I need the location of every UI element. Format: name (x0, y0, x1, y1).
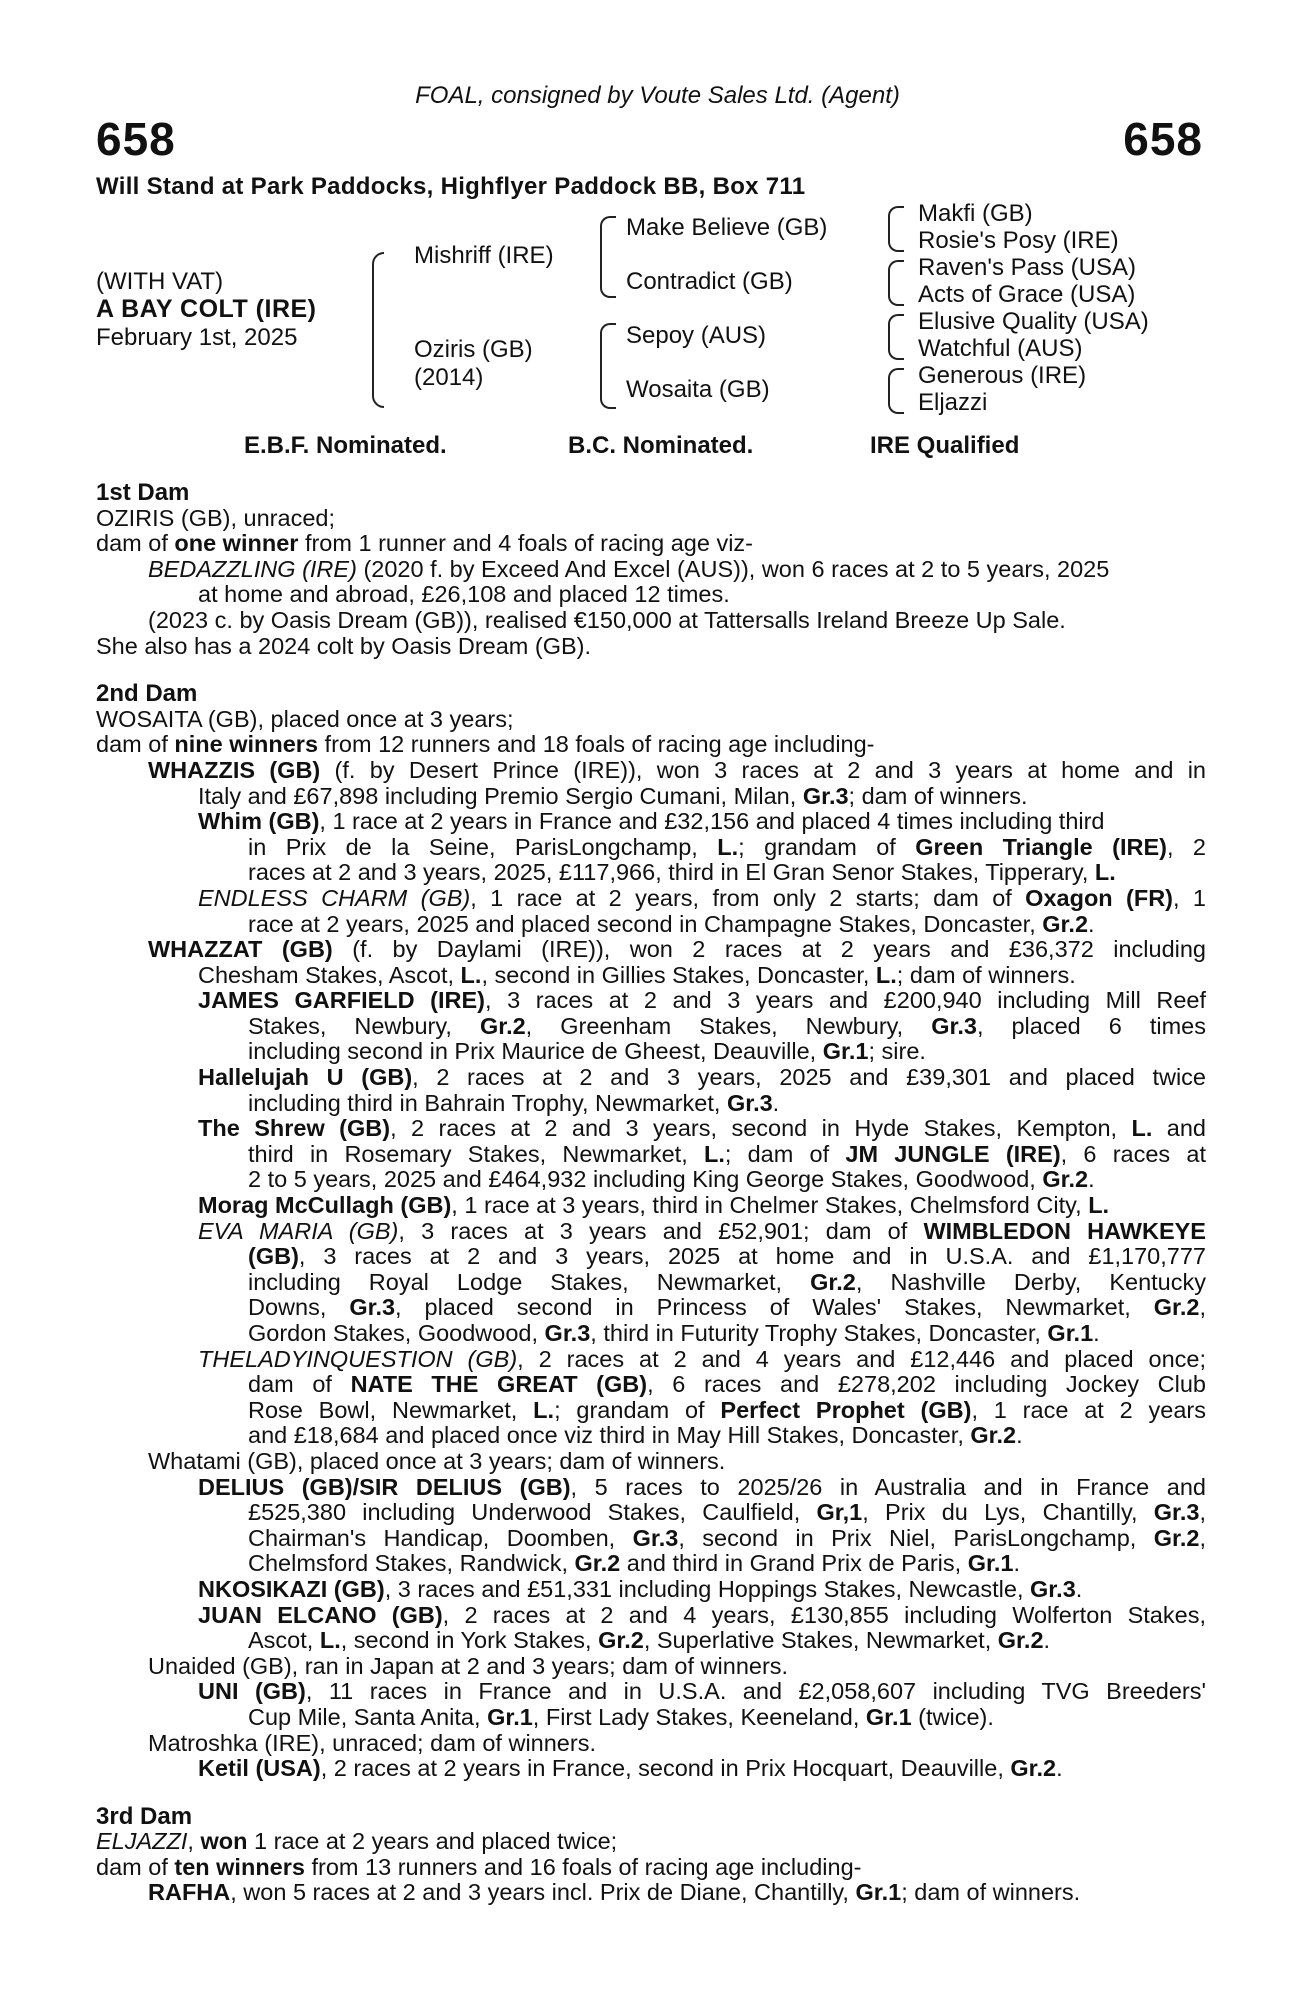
produce-entry: RAFHA, won 5 races at 2 and 3 years incl. Prix de Diane, Chantilly, Gr.1; dam of winners. (148, 1879, 1081, 1906)
produce-entry: Morag McCullagh (GB), 1 race at 3 years, third in Chelmer Stakes, Chelmsford City, L. (198, 1192, 1110, 1219)
g3-ancestor-4: Acts of Grace (USA) (918, 281, 1136, 308)
produce-entry: Hallelujah U (GB), 2 races at 2 and 3 years, 2025 and £39,301 and placed twice (198, 1064, 1206, 1091)
produce-entry: Whim (GB), 1 race at 2 years in France and £32,156 and placed 4 times including third (198, 808, 1105, 835)
text-line: 2 to 5 years, 2025 and £464,932 including King George Stakes, Goodwood, Gr.2. (248, 1166, 1095, 1193)
produce-entry: DELIUS (GB)/SIR DELIUS (GB), 5 races to 2025/26 in Australia and in France and (198, 1473, 1206, 1500)
text-line: Chesham Stakes, Ascot, L., second in Gillies Stakes, Doncaster, L.; dam of winners. (198, 961, 1076, 988)
text-line: dam of NATE THE GREAT (GB), 6 races and £278,202 including Jockey Club (248, 1371, 1206, 1398)
text-line: dam of nine winners from 12 runners and 18 foals of racing age including- (96, 731, 875, 758)
produce-entry: Matroshka (IRE), unraced; dam of winners. (148, 1729, 596, 1756)
sire-dam: Contradict (GB) (626, 268, 793, 295)
produce-entry: ENDLESS CHARM (GB), 1 race at 2 years, from only 2 starts; dam of Oxagon (FR), 1 (198, 884, 1206, 911)
g3-bracket-3 (888, 314, 904, 360)
g3-ancestor-3: Raven's Pass (USA) (918, 254, 1136, 281)
first-dam-heading: 1st Dam (96, 479, 190, 506)
horse-dob: February 1st, 2025 (96, 324, 298, 351)
sire-bracket (600, 216, 616, 298)
produce-entry: EVA MARIA (GB), 3 races at 3 years and £52,901; dam of WIMBLEDON HAWKEYE (198, 1217, 1206, 1244)
produce-entry: WHAZZIS (GB) (f. by Desert Prince (IRE)), won 3 races at 2 and 3 years at home and in (148, 756, 1206, 783)
text-line: Gordon Stakes, Goodwood, Gr.3, third in Futurity Trophy Stakes, Doncaster, Gr.1. (248, 1320, 1100, 1346)
text-line: third in Rosemary Stakes, Newmarket, L.; dam of JM JUNGLE (IRE), 6 races at (248, 1140, 1206, 1167)
vat-note: (WITH VAT) (96, 268, 224, 295)
text-line: dam of ten winners from 13 runners and 16 foals of racing age including- (96, 1853, 862, 1880)
produce-entry: THELADYINQUESTION (GB), 2 races at 2 and 4 years and £12,446 and placed once; (198, 1345, 1206, 1372)
produce-entry: Ketil (USA), 2 races at 2 years in France, second in Prix Hocquart, Deauville, Gr.2. (198, 1755, 1063, 1782)
produce-entry: JUAN ELCANO (GB), 2 races at 2 and 4 years, £130,855 including Wolferton Stakes, (198, 1601, 1206, 1628)
g3-ancestor-7: Generous (IRE) (918, 362, 1087, 389)
g3-bracket-1 (888, 206, 904, 252)
text-line: Ascot, L., second in York Stakes, Gr.2, Superlative Stakes, Newmarket, Gr.2. (248, 1627, 1051, 1654)
g3-bracket-2 (888, 260, 904, 306)
text-line: Rose Bowl, Newmarket, L.; grandam of Perfect Prophet (GB), 1 race at 2 years (248, 1396, 1207, 1423)
horse-name: A BAY COLT (IRE) (96, 295, 317, 323)
text-line: ELJAZZI, won 1 race at 2 years and placed twice; (96, 1828, 618, 1855)
produce-entry: The Shrew (GB), 2 races at 2 and 3 years, second in Hyde Stakes, Kempton, L. and (198, 1115, 1206, 1142)
dam: Oziris (GB) (414, 336, 533, 363)
third-dam-heading: 3rd Dam (96, 1802, 193, 1830)
lot-number-left: 658 (96, 113, 176, 165)
g3-ancestor-2: Rosie's Posy (IRE) (918, 227, 1119, 254)
dam-sire: Sepoy (AUS) (626, 322, 767, 349)
text-line: Stakes, Newbury, Gr.2, Greenham Stakes, Newbury, Gr.3, placed 6 times (248, 1012, 1206, 1039)
dam-bracket (600, 323, 616, 409)
g3-bracket-4 (888, 368, 904, 414)
catalogue-body (96, 480, 1206, 1906)
text-line: including second in Prix Maurice de Gheest, Deauville, Gr.1; sire. (248, 1038, 926, 1065)
text-line: dam of one winner from 1 runner and 4 foals of racing age viz- (96, 530, 753, 557)
text-line: OZIRIS (GB), unraced; (96, 504, 335, 531)
bc-nominated: B.C. Nominated. (568, 432, 754, 459)
text-line: in Prix de la Seine, ParisLongchamp, L.; grandam of Green Triangle (IRE), 2 (248, 833, 1206, 860)
text-line: at home and abroad, £26,108 and placed 12 times. (198, 581, 730, 608)
text-line: including Royal Lodge Stakes, Newmarket, Gr.2, Nashville Derby, Kentucky (248, 1268, 1207, 1295)
text-line: Cup Mile, Santa Anita, Gr.1, First Lady Stakes, Keeneland, Gr.1 (twice). (248, 1703, 994, 1730)
text-line: including third in Bahrain Trophy, Newmarket, Gr.3. (248, 1089, 780, 1116)
g3-ancestor-6: Watchful (AUS) (918, 335, 1083, 362)
ebf-nominated: E.B.F. Nominated. (244, 432, 447, 459)
produce-entry: JAMES GARFIELD (IRE), 3 races at 2 and 3 years and £200,940 including Mill Reef (198, 987, 1206, 1014)
produce-entry: WHAZZAT (GB) (f. by Daylami (IRE)), won 2 races at 2 years and £36,372 including (148, 936, 1206, 963)
produce-entry: Unaided (GB), ran in Japan at 2 and 3 years; dam of winners. (148, 1652, 789, 1679)
produce-entry: Whatami (GB), placed once at 3 years; dam of winners. (148, 1447, 726, 1474)
dam-dam: Wosaita (GB) (626, 376, 770, 403)
g3-ancestor-1: Makfi (GB) (918, 200, 1033, 227)
text-line: races at 2 and 3 years, 2025, £117,966, third in El Gran Senor Stakes, Tipperary, L. (248, 859, 1116, 886)
consignor-line: FOAL, consigned by Voute Sales Ltd. (Agent) (415, 82, 900, 109)
produce-entry: (2023 c. by Oasis Dream (GB)), realised €150,000 at Tattersalls Ireland Breeze Up Sale. (148, 606, 1066, 633)
g3-ancestor-8: Eljazzi (918, 389, 988, 416)
text-line: Downs, Gr.3, placed second in Princess of Wales' Stakes, Newmarket, Gr.2, (248, 1294, 1206, 1321)
text-line: She also has a 2024 colt by Oasis Dream (GB). (96, 632, 592, 659)
text-line: Chelmsford Stakes, Randwick, Gr.2 and third in Grand Prix de Paris, Gr.1. (248, 1550, 1020, 1577)
lot-number-right: 658 (1123, 113, 1203, 165)
text-line: and £18,684 and placed once viz third in May Hill Stakes, Doncaster, Gr.2. (248, 1422, 1023, 1449)
text-line: £525,380 including Underwood Stakes, Caulfield, Gr,1, Prix du Lys, Chantilly, Gr.3, (248, 1499, 1206, 1526)
produce-entry: NKOSIKAZI (GB), 3 races and £51,331 including Hoppings Stakes, Newcastle, Gr.3. (198, 1575, 1083, 1602)
g3-ancestor-5: Elusive Quality (USA) (918, 308, 1149, 335)
produce-entry: UNI (GB), 11 races in France and in U.S.A. and £2,058,607 including TVG Breeders' (198, 1678, 1206, 1705)
second-dam-heading: 2nd Dam (96, 680, 198, 708)
text-line: WOSAITA (GB), placed once at 3 years; (96, 705, 514, 732)
text-line: Italy and £67,898 including Premio Sergio Cumani, Milan, Gr.3; dam of winners. (198, 782, 1028, 809)
produce-entry: BEDAZZLING (IRE) (2020 f. by Exceed And Excel (AUS)), won 6 races at 2 to 5 years, 2025 (148, 555, 1110, 582)
sire: Mishriff (IRE) (414, 242, 554, 269)
text-line: (GB), 3 races at 2 and 3 years, 2025 at home and in U.S.A. and £1,170,777 (248, 1243, 1206, 1270)
stand-location: Will Stand at Park Paddocks, Highflyer Paddock BB, Box 711 (96, 173, 806, 200)
text-line: race at 2 years, 2025 and placed second in Champagne Stakes, Doncaster, Gr.2. (248, 910, 1095, 937)
pedigree-bracket (372, 252, 384, 408)
text-line: Chairman's Handicap, Doomben, Gr.3, second in Prix Niel, ParisLongchamp, Gr.2, (248, 1524, 1206, 1551)
sire-sire: Make Believe (GB) (626, 214, 828, 241)
dam-year: (2014) (414, 364, 484, 391)
ire-qualified: IRE Qualified (870, 432, 1020, 459)
